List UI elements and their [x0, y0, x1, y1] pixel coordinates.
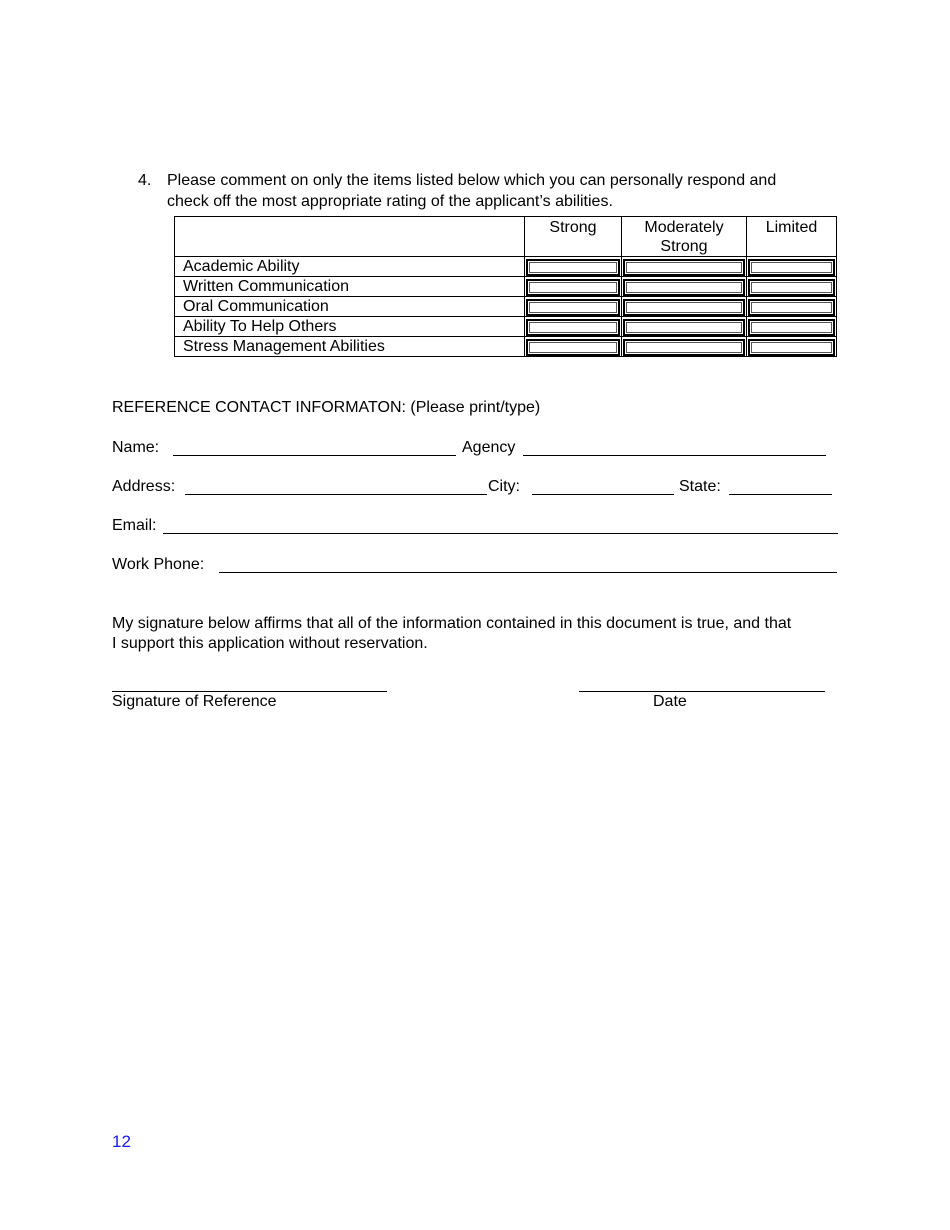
- reference-heading: REFERENCE CONTACT INFORMATON: (Please print/type): [112, 399, 541, 416]
- header-blank: [175, 217, 525, 257]
- checkbox-oral-moderately-strong[interactable]: [623, 299, 745, 316]
- checkbox-help-strong[interactable]: [526, 319, 620, 336]
- question-number: 4.: [138, 172, 152, 189]
- address-label: Address:: [112, 478, 176, 495]
- checkbox-oral-strong[interactable]: [526, 299, 620, 316]
- ability-rating-table: [174, 216, 837, 357]
- table-row: [175, 317, 837, 337]
- email-label: Email:: [112, 517, 157, 534]
- checkbox-stress-moderately-strong[interactable]: [623, 339, 745, 356]
- agency-field[interactable]: [523, 455, 826, 456]
- address-field[interactable]: [185, 494, 487, 495]
- checkbox-written-limited[interactable]: [748, 279, 835, 296]
- header-moderately-strong: Moderately Strong: [622, 217, 747, 257]
- checkbox-academic-limited[interactable]: [748, 259, 835, 276]
- question-text-line-2: check off the most appropriate rating of the applicant’s abilities.: [167, 193, 613, 210]
- checkbox-oral-limited[interactable]: [748, 299, 835, 316]
- page-number: 12: [112, 1132, 131, 1151]
- affirmation-line-1: My signature below affirms that all of the information contained in this document is true, and that: [112, 615, 792, 632]
- checkbox-academic-moderately-strong[interactable]: [623, 259, 745, 276]
- city-field[interactable]: [532, 494, 674, 495]
- header-limited: Limited: [747, 217, 837, 257]
- table-row: [175, 277, 837, 297]
- email-field[interactable]: [163, 533, 838, 534]
- checkbox-help-limited[interactable]: [748, 319, 835, 336]
- checkbox-written-strong[interactable]: [526, 279, 620, 296]
- header-strong: Strong: [525, 217, 622, 257]
- checkbox-stress-strong[interactable]: [526, 339, 620, 356]
- agency-label: Agency: [462, 439, 516, 456]
- checkbox-stress-limited[interactable]: [748, 339, 835, 356]
- question-text-line-1: Please comment on only the items listed below which you can personally respond and: [167, 172, 777, 189]
- table-header-row: [175, 217, 837, 257]
- signature-label: Signature of Reference: [112, 693, 277, 710]
- state-label: State:: [679, 478, 721, 495]
- work-phone-label: Work Phone:: [112, 556, 205, 573]
- affirmation-line-2: I support this application without reservation.: [112, 635, 428, 652]
- state-field[interactable]: [729, 494, 832, 495]
- table-row: [175, 257, 837, 277]
- item-label-written-communication: Written Communication: [175, 277, 525, 297]
- checkbox-academic-strong[interactable]: [526, 259, 620, 276]
- date-field[interactable]: [579, 691, 825, 692]
- name-field[interactable]: [173, 455, 456, 456]
- date-label: Date: [653, 693, 687, 710]
- item-label-academic-ability: Academic Ability: [175, 257, 525, 277]
- checkbox-help-moderately-strong[interactable]: [623, 319, 745, 336]
- work-phone-field[interactable]: [219, 572, 837, 573]
- table-row: [175, 337, 837, 357]
- city-label: City:: [488, 478, 520, 495]
- item-label-stress-management: Stress Management Abilities: [175, 337, 525, 357]
- item-label-oral-communication: Oral Communication: [175, 297, 525, 317]
- table-row: [175, 297, 837, 317]
- item-label-help-others: Ability To Help Others: [175, 317, 525, 337]
- checkbox-written-moderately-strong[interactable]: [623, 279, 745, 296]
- name-label: Name:: [112, 439, 160, 456]
